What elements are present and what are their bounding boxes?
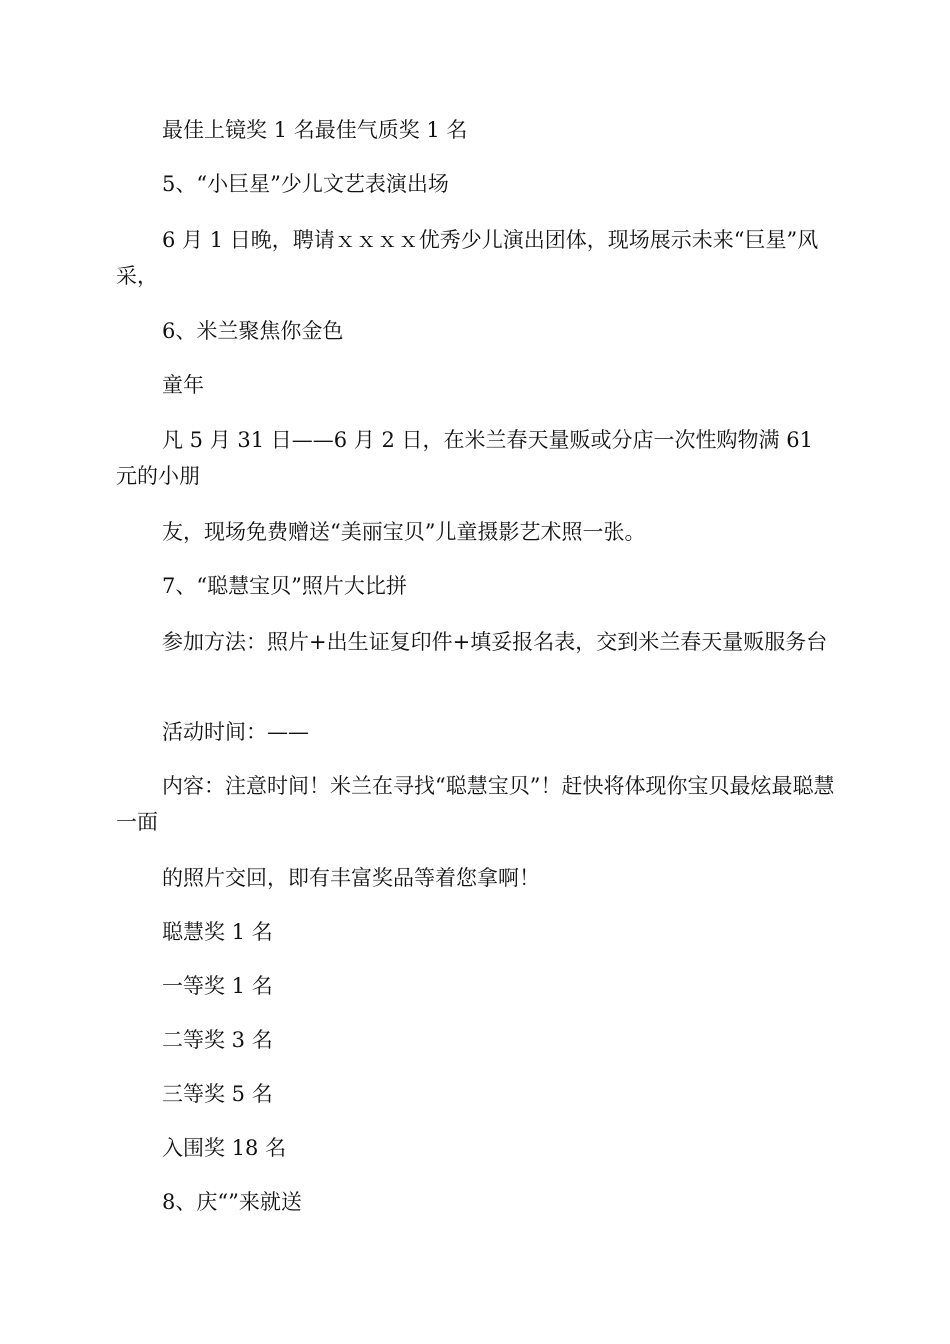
paragraph-activity-time: 活动时间：——: [162, 720, 309, 744]
paragraph-purchase-offer: 凡 5 月 31 日——6 月 2 日，在米兰春天量贩或分店一次性购物满 61 元的小朋: [116, 428, 813, 488]
paragraph-method: 参加方法：照片+出生证复印件+填妥报名表，交到米兰春天量贩服务台: [162, 630, 828, 654]
paragraph-childhood: 童年: [162, 373, 204, 397]
paragraph-photo-return: 的照片交回，即有丰富奖品等着您拿啊！: [162, 866, 540, 890]
paragraph-content: 内容：注意时间！米兰在寻找“聪慧宝贝”！赶快将体现你宝贝最炫最聪慧一面: [116, 774, 835, 834]
heading-item-6: 6、米兰聚焦你金色: [162, 319, 344, 343]
paragraph-free-photo: 友，现场免费赠送“美丽宝贝”儿童摄影艺术照一张。: [162, 520, 646, 544]
heading-item-5: 5、“小巨星”少儿文艺表演出场: [162, 172, 449, 196]
award-third: 三等奖 5 名: [162, 1082, 273, 1106]
paragraph-performance: 6 月 1 日晚，聘请ｘｘｘｘ优秀少儿演出团体，现场展示未来“巨星”风采，: [116, 228, 819, 288]
award-first: 一等奖 1 名: [162, 974, 273, 998]
award-second: 二等奖 3 名: [162, 1028, 273, 1052]
heading-item-8: 8、庆“”来就送: [162, 1190, 302, 1214]
paragraph-award-list-photogenic: 最佳上镜奖 1 名最佳气质奖 1 名: [162, 118, 468, 142]
award-finalist: 入围奖 18 名: [162, 1136, 287, 1160]
heading-item-7: 7、“聪慧宝贝”照片大比拼: [162, 574, 407, 598]
award-smart: 聪慧奖 1 名: [162, 920, 273, 944]
